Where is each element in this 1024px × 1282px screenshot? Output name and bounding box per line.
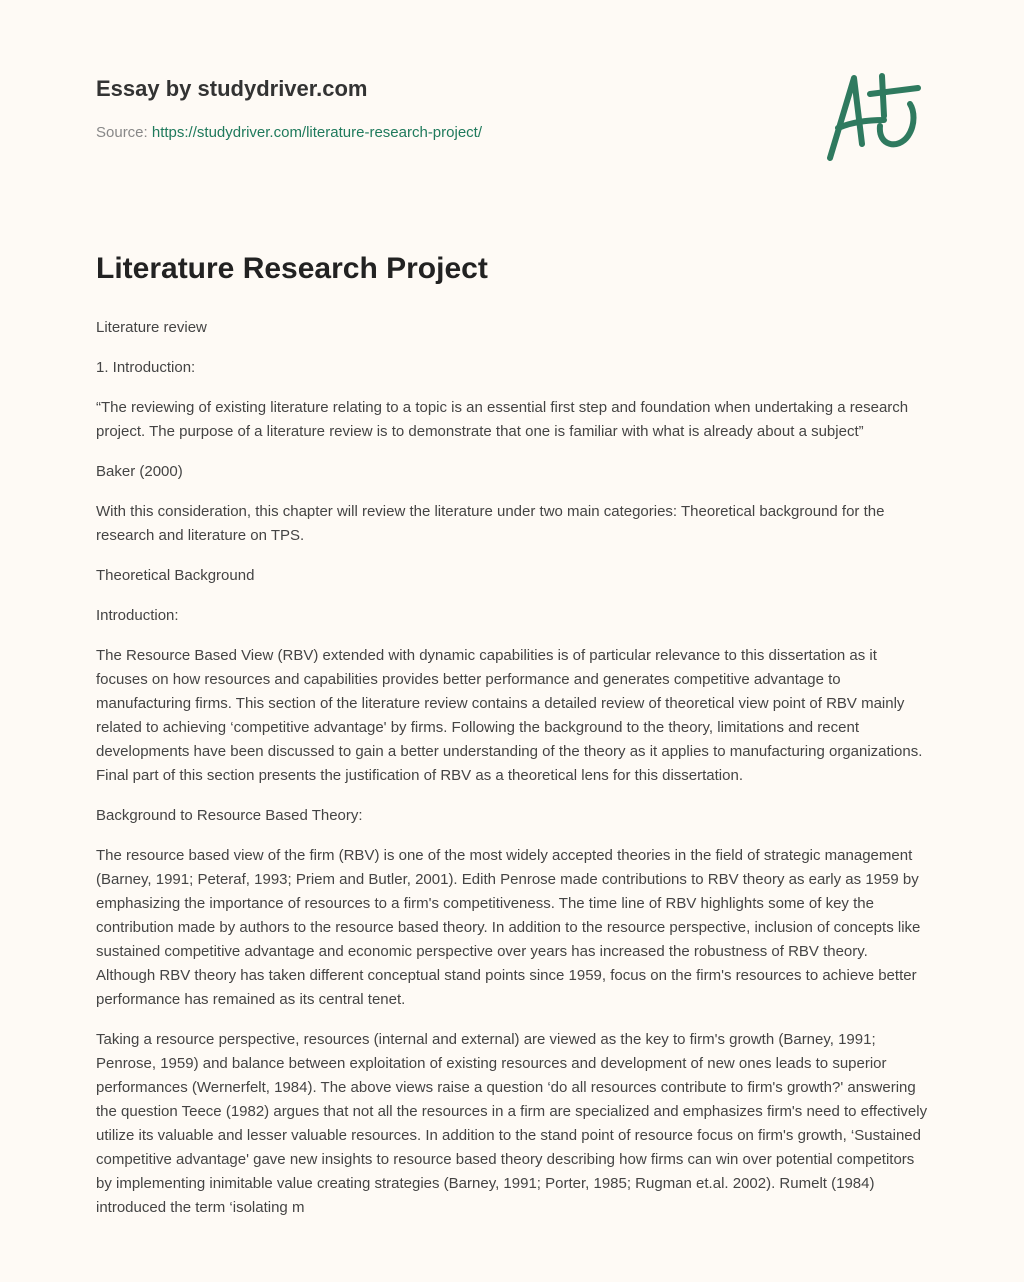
source-link[interactable]: https://studydriver.com/literature-research-project/	[151, 124, 482, 141]
page-title: Literature Research Project	[96, 252, 488, 285]
paragraph: The resource based view of the firm (RBV) is one of the most widely accepted theories in the field of strategic management (Barney, 1991; Peteraf, 1993; Priem and Butler, 2001). Edith Penrose made contributions to RBV theory as early as 1959 by emphasizing the importance of resources to a firm's competitiveness. The time line of RBV highlights some of key the contribution made by authors to the resource based theory. In addition to the resource perspective, inclusion of concepts like sustained competitive advantage and economic perspective over years has increased the robustness of RBV theory. Although RBV theory has taken different conceptual stand points since 1959, focus on the firm's resources to achieve better performance has remained as its central tenet.	[96, 847, 921, 1008]
site-brand: Essay by studydriver.com	[96, 76, 368, 101]
source-label: Source:	[96, 124, 148, 141]
paragraph: 1. Introduction:	[96, 359, 196, 376]
paragraph: Introduction:	[96, 607, 179, 624]
paragraph: Taking a resource perspective, resources (internal and external) are viewed as the key to firm's growth (Barney, 1991; Penrose, 1959) and balance between exploitation of existing resources and development of new ones leads to superior performances (Wernerfelt, 1984). The above views raise a question ‘do all resources contribute to firm's growth?' answering the question Teece (1982) argues that not all the resources in a firm are specialized and emphasizes firm's need to effectively utilize its valuable and lesser valuable resources. In addition to the stand point of resource focus on firm's growth, ‘Sustained competitive advantage' gave new insights to resource based theory describing how firms can win over potential competitors by implementing inimitable value creating strategies (Barney, 1991; Porter, 1985; Rugman et.al. 2002). Rumelt (1984) introduced the term ‘isolating m	[96, 1031, 928, 1216]
paragraph: Literature review	[96, 319, 207, 336]
paragraph: Baker (2000)	[96, 463, 183, 480]
source-line	[96, 124, 482, 141]
essay-body	[96, 316, 930, 1236]
paragraph: The Resource Based View (RBV) extended with dynamic capabilities is of particular relevance to this dissertation as it focuses on how resources and capabilities provides better performance and generates competitive advantage to manufacturing firms. This section of the literature review contains a detailed review of theoretical view point of RBV mainly related to achieving ‘competitive advantage' by firms. Following the background to the theory, limitations and recent developments have been discussed to gain a better understanding of the theory as it applies to manufacturing organizations. Final part of this section presents the justification of RBV as a theoretical lens for this dissertation.	[96, 647, 923, 784]
paragraph: With this consideration, this chapter will review the literature under two main categories: Theoretical background for the research and literature on TPS.	[96, 503, 885, 544]
paragraph: Background to Resource Based Theory:	[96, 807, 363, 824]
a-plus-logo-icon	[818, 66, 928, 166]
paragraph: Theoretical Background	[96, 567, 255, 584]
paragraph: “The reviewing of existing literature relating to a topic is an essential first step and foundation when undertaking a research project. The purpose of a literature review is to demonstrate that one is familiar with what is already about a subject”	[96, 399, 909, 440]
